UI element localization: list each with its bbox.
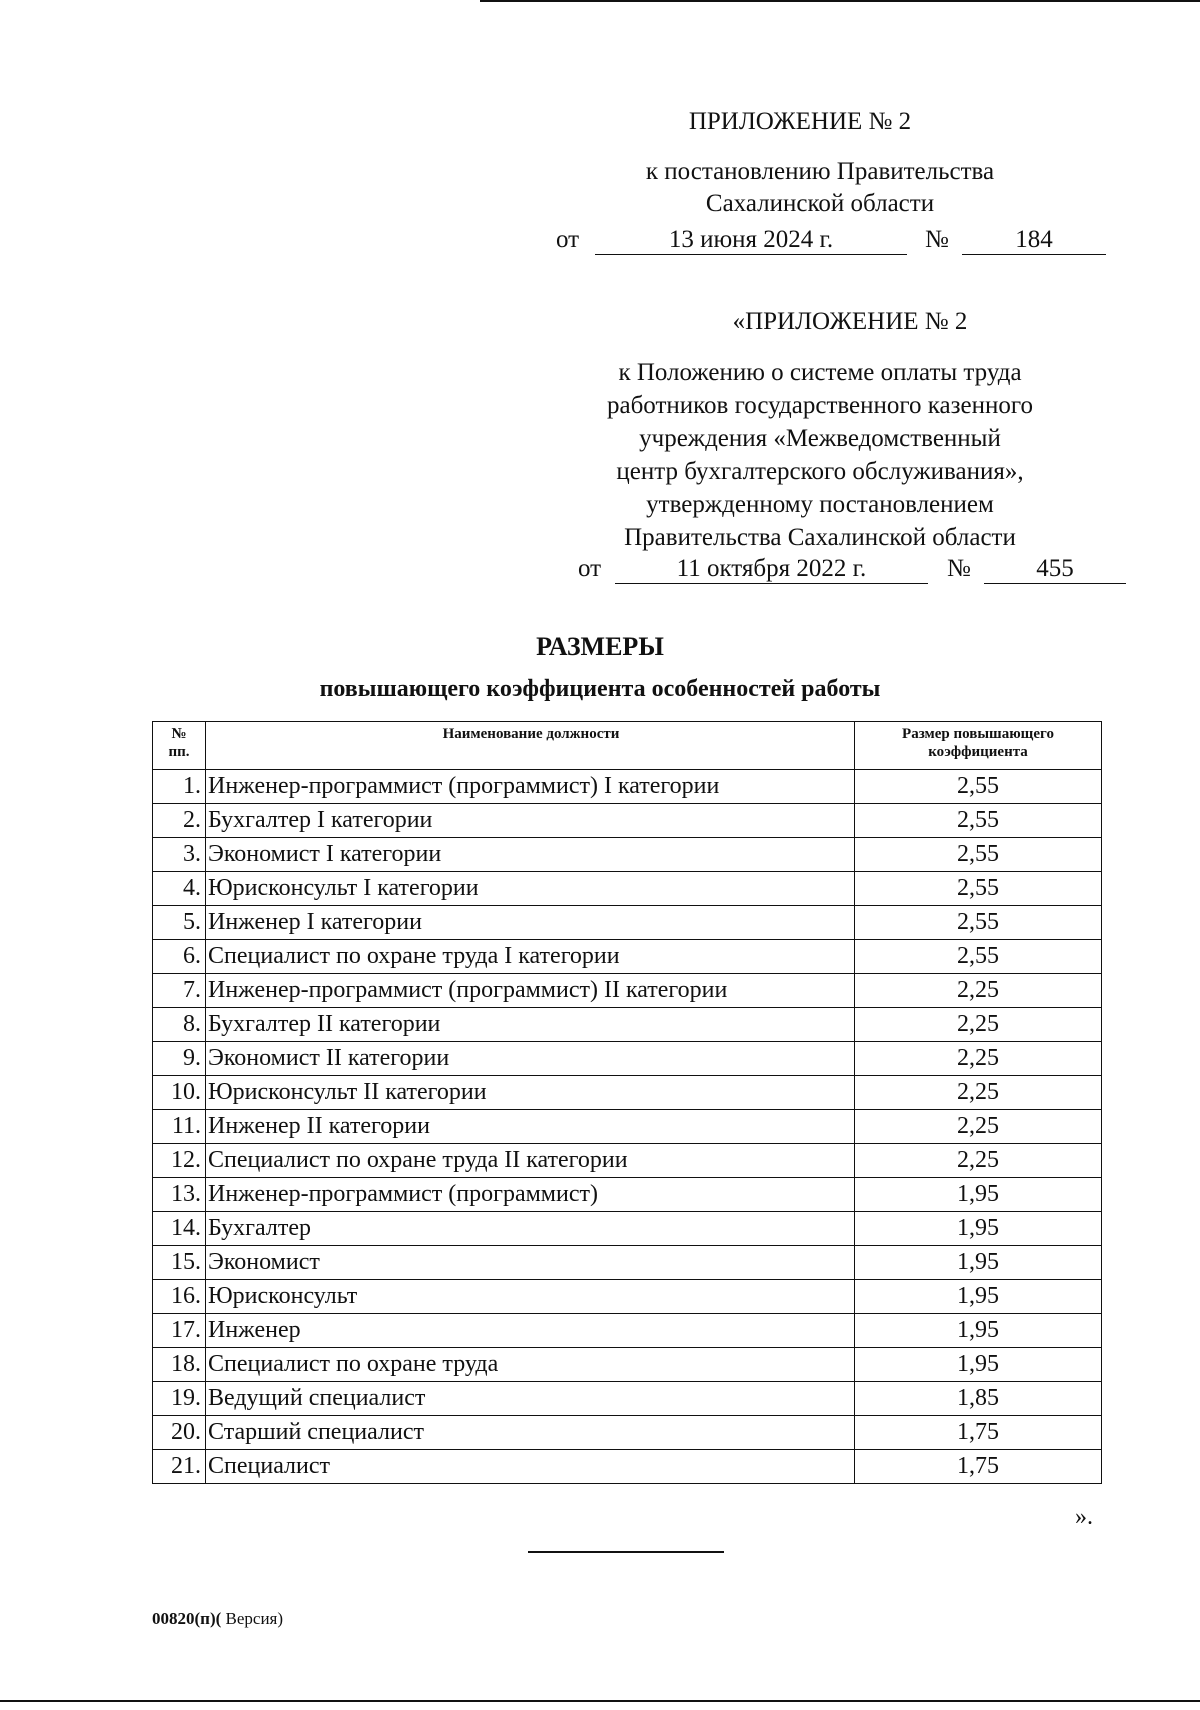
decree-number: 184 bbox=[962, 224, 1106, 255]
regulation-number: 455 bbox=[984, 553, 1126, 584]
decree-line-2: Сахалинской области bbox=[705, 190, 935, 217]
row-number: 17. bbox=[153, 1314, 206, 1348]
decree-date-line bbox=[0, 224, 1200, 258]
table-row bbox=[153, 940, 1102, 974]
table-row bbox=[153, 1008, 1102, 1042]
position-name: Инженер-программист (программист) II категории bbox=[206, 974, 855, 1008]
date-prefix: от bbox=[556, 226, 580, 253]
table-row bbox=[153, 872, 1102, 906]
header-position-name: Наименование должности bbox=[206, 722, 855, 770]
coefficient-value: 1,75 bbox=[855, 1450, 1102, 1484]
table-row bbox=[153, 1382, 1102, 1416]
number-prefix: № bbox=[925, 226, 949, 253]
row-number: 2. bbox=[153, 804, 206, 838]
decree-line-1: к постановлению Правительства bbox=[645, 158, 995, 185]
position-name: Специалист по охране труда I категории bbox=[206, 940, 855, 974]
appendix-title: ПРИЛОЖЕНИЕ № 2 bbox=[688, 108, 912, 135]
closing-quote: ». bbox=[1075, 1504, 1093, 1530]
coefficient-value: 1,95 bbox=[855, 1314, 1102, 1348]
row-number: 11. bbox=[153, 1110, 206, 1144]
table-row bbox=[153, 1280, 1102, 1314]
table-row bbox=[153, 1450, 1102, 1484]
table-row bbox=[153, 1348, 1102, 1382]
coefficient-value: 2,25 bbox=[855, 1144, 1102, 1178]
coefficient-value: 2,55 bbox=[855, 838, 1102, 872]
table-row bbox=[153, 1178, 1102, 1212]
table-row bbox=[153, 838, 1102, 872]
end-divider bbox=[528, 1551, 724, 1553]
row-number: 20. bbox=[153, 1416, 206, 1450]
table-row bbox=[153, 1314, 1102, 1348]
coefficient-value: 2,25 bbox=[855, 1008, 1102, 1042]
position-name: Юрисконсульт bbox=[206, 1280, 855, 1314]
position-name: Инженер I категории bbox=[206, 906, 855, 940]
position-name: Старший специалист bbox=[206, 1416, 855, 1450]
coefficient-value: 2,55 bbox=[855, 906, 1102, 940]
coefficient-value: 2,25 bbox=[855, 1042, 1102, 1076]
regulation-line: учреждения «Межведомственный bbox=[639, 425, 1001, 452]
row-number: 18. bbox=[153, 1348, 206, 1382]
number-prefix: № bbox=[947, 555, 971, 582]
position-name: Инженер bbox=[206, 1314, 855, 1348]
coefficient-value: 2,25 bbox=[855, 1076, 1102, 1110]
table-row bbox=[153, 1042, 1102, 1076]
regulation-line: центр бухгалтерского обслуживания», bbox=[616, 458, 1024, 485]
position-name: Инженер-программист (программист) I категории bbox=[206, 770, 855, 804]
document-subtitle: повышающего коэффициента особенностей работы bbox=[319, 676, 881, 702]
table-row bbox=[153, 1144, 1102, 1178]
regulation-date-line bbox=[0, 553, 1200, 587]
coefficient-value: 1,95 bbox=[855, 1178, 1102, 1212]
row-number: 10. bbox=[153, 1076, 206, 1110]
row-number: 9. bbox=[153, 1042, 206, 1076]
footer-code bbox=[152, 1607, 283, 1631]
position-name: Бухгалтер I категории bbox=[206, 804, 855, 838]
table-row bbox=[153, 906, 1102, 940]
table-row bbox=[153, 1246, 1102, 1280]
table-row bbox=[153, 1416, 1102, 1450]
position-name: Инженер II категории bbox=[206, 1110, 855, 1144]
scan-bottom-border bbox=[0, 1700, 1200, 1702]
coefficient-value: 1,95 bbox=[855, 1280, 1102, 1314]
coefficient-value: 2,25 bbox=[855, 1110, 1102, 1144]
row-number: 21. bbox=[153, 1450, 206, 1484]
coefficient-value: 1,75 bbox=[855, 1416, 1102, 1450]
row-number: 16. bbox=[153, 1280, 206, 1314]
table-header-row bbox=[153, 722, 1102, 770]
scan-top-border bbox=[480, 0, 1200, 2]
coefficient-value: 1,95 bbox=[855, 1212, 1102, 1246]
footer-code-text: 00820(п)( bbox=[152, 1609, 222, 1628]
regulation-reference bbox=[560, 356, 1080, 554]
header-number: № пп. bbox=[153, 722, 206, 770]
coefficient-value: 1,95 bbox=[855, 1348, 1102, 1382]
regulation-line: утвержденному постановлением bbox=[646, 491, 994, 518]
coefficient-value: 2,55 bbox=[855, 770, 1102, 804]
row-number: 6. bbox=[153, 940, 206, 974]
row-number: 8. bbox=[153, 1008, 206, 1042]
regulation-line: Правительства Сахалинской области bbox=[624, 524, 1016, 551]
row-number: 12. bbox=[153, 1144, 206, 1178]
row-number: 1. bbox=[153, 770, 206, 804]
row-number: 19. bbox=[153, 1382, 206, 1416]
row-number: 3. bbox=[153, 838, 206, 872]
coefficient-value: 1,85 bbox=[855, 1382, 1102, 1416]
regulation-line: к Положению о системе оплаты труда bbox=[618, 359, 1022, 386]
coefficient-value: 2,55 bbox=[855, 940, 1102, 974]
coefficient-value: 2,55 bbox=[855, 872, 1102, 906]
row-number: 7. bbox=[153, 974, 206, 1008]
coefficient-table bbox=[152, 721, 1102, 1484]
row-number: 14. bbox=[153, 1212, 206, 1246]
row-number: 15. bbox=[153, 1246, 206, 1280]
document-title: РАЗМЕРЫ bbox=[536, 632, 664, 661]
regulation-line: работников государственного казенного bbox=[606, 392, 1033, 419]
position-name: Экономист I категории bbox=[206, 838, 855, 872]
position-name: Бухгалтер II категории bbox=[206, 1008, 855, 1042]
position-name: Специалист bbox=[206, 1450, 855, 1484]
position-name: Юрисконсульт I категории bbox=[206, 872, 855, 906]
table-row bbox=[153, 770, 1102, 804]
regulation-date: 11 октября 2022 г. bbox=[615, 553, 928, 584]
table-row bbox=[153, 974, 1102, 1008]
decree-reference bbox=[600, 156, 1040, 220]
prev-appendix-title: «ПРИЛОЖЕНИЕ № 2 bbox=[732, 308, 968, 335]
coefficient-value: 1,95 bbox=[855, 1246, 1102, 1280]
table-row bbox=[153, 804, 1102, 838]
position-name: Ведущий специалист bbox=[206, 1382, 855, 1416]
table-row bbox=[153, 1212, 1102, 1246]
position-name: Бухгалтер bbox=[206, 1212, 855, 1246]
table-body bbox=[153, 770, 1102, 1484]
row-number: 13. bbox=[153, 1178, 206, 1212]
position-name: Юрисконсульт II категории bbox=[206, 1076, 855, 1110]
position-name: Специалист по охране труда bbox=[206, 1348, 855, 1382]
row-number: 5. bbox=[153, 906, 206, 940]
row-number: 4. bbox=[153, 872, 206, 906]
date-prefix: от bbox=[578, 555, 602, 582]
coefficient-value: 2,55 bbox=[855, 804, 1102, 838]
header-coefficient: Размер повышающего коэффициента bbox=[855, 722, 1102, 770]
footer-version: Версия) bbox=[221, 1609, 284, 1628]
decree-date: 13 июня 2024 г. bbox=[595, 224, 907, 255]
position-name: Инженер-программист (программист) bbox=[206, 1178, 855, 1212]
position-name: Экономист bbox=[206, 1246, 855, 1280]
position-name: Специалист по охране труда II категории bbox=[206, 1144, 855, 1178]
table-row bbox=[153, 1110, 1102, 1144]
table-row bbox=[153, 1076, 1102, 1110]
coefficient-value: 2,25 bbox=[855, 974, 1102, 1008]
position-name: Экономист II категории bbox=[206, 1042, 855, 1076]
